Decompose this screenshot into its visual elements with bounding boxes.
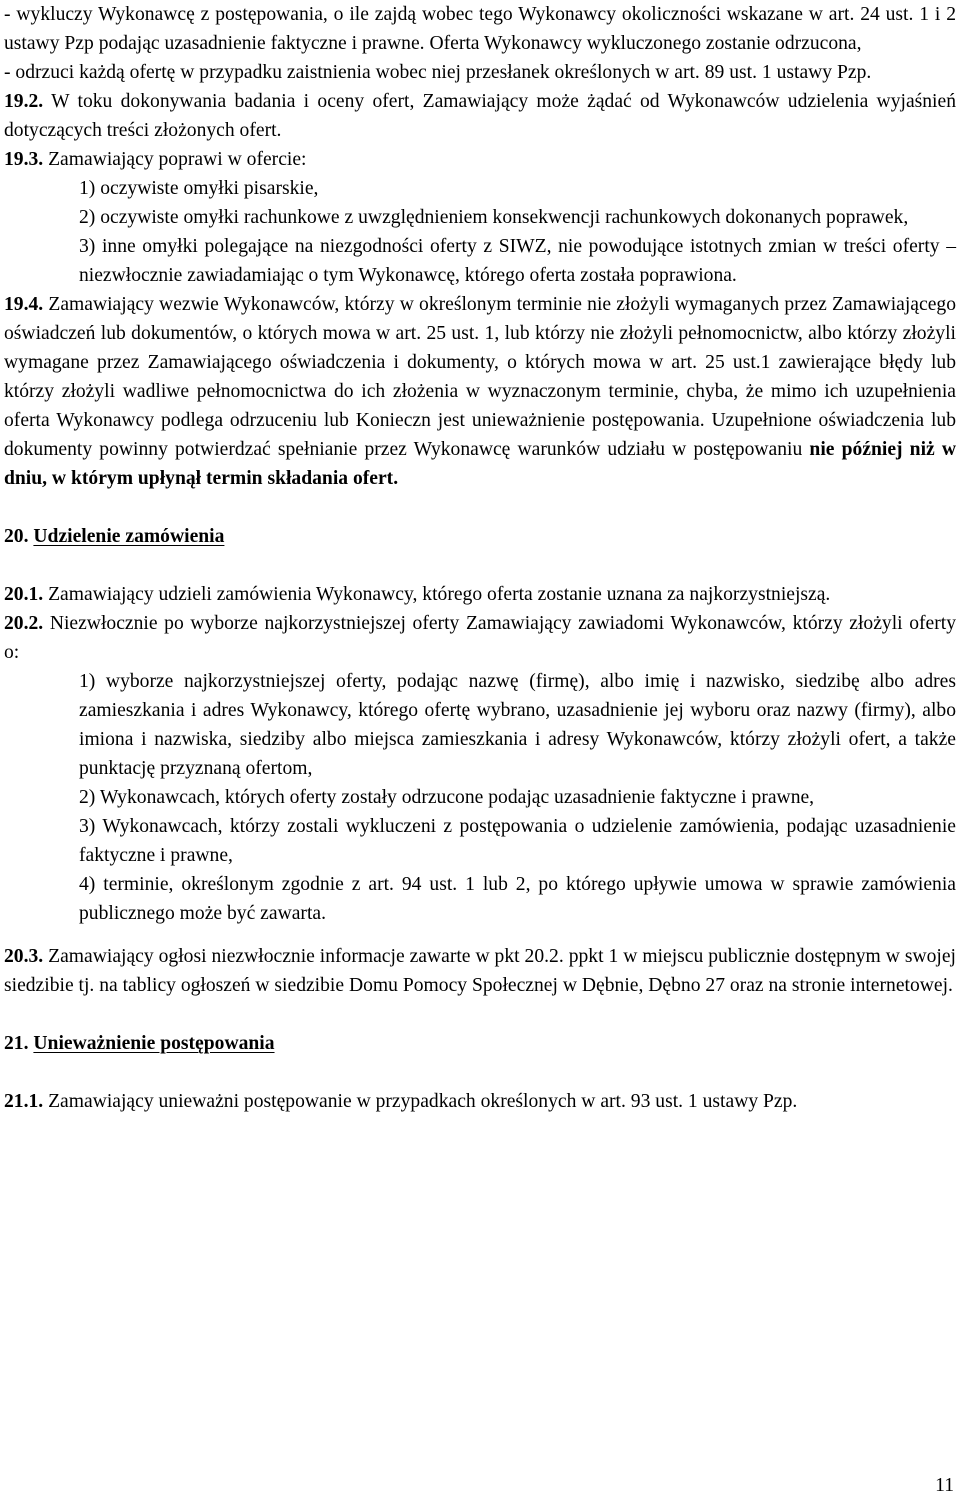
list-item: 2) Wykonawcach, których oferty zostały odrzucone podając uzasadnienie faktyczne i prawne, (79, 787, 815, 808)
paragraph-reject-offer: - odrzuci każdą ofertę w przypadku zaistnienia wobec niej przesłanek określonych w art. 89 ust. 1 ustawy Pzp. (4, 62, 872, 83)
page-number: 11 (935, 1475, 954, 1496)
paragraph-19-4 (4, 290, 956, 493)
paragraph-21-1 (4, 1087, 956, 1116)
paragraph-number: 20.3. (4, 946, 44, 967)
list-item: 1) wyborze najkorzystniejszej oferty, podając nazwę (firmę), albo imię i nazwisko, siedzibę albo adres zamieszkania i adres Wykonawcy, którego ofertę wybrano, uzasadnienie jej wyboru oraz nazwy (firmy), albo imiona i nazwiska, siedziby albo miejsca zamieszkania i adresy Wykonawców, którzy złożyli ofert, a także punktację przyznaną ofertom, (79, 671, 956, 779)
paragraph-number: 19.4. (4, 294, 44, 315)
paragraph-19-3 (4, 145, 956, 174)
list-item: 3) inne omyłki polegające na niezgodności oferty z SIWZ, nie powodujące istotnych zmian w treści oferty – niezwłocznie zawiadamiając o tym Wykonawcę, którego oferta została poprawiona. (79, 236, 956, 286)
list-item: 2) oczywiste omyłki rachunkowe z uwzględnieniem konsekwencji rachunkowych dokonanych poprawek, (79, 207, 909, 228)
paragraph-bold-text: nie później niż w dniu, w którym upłynął termin składania ofert. (4, 439, 956, 489)
paragraph-text: W toku dokonywania badania i oceny ofert, Zamawiający może żądać od Wykonawców udzielenia wyjaśnień dotyczących treści złożonych ofert. (4, 91, 956, 141)
paragraph-number: 21.1. (4, 1091, 44, 1112)
list-item: 3) Wykonawcach, którzy zostali wykluczeni z postępowania o udzielenie zamówienia, podając uzasadnienie faktyczne i prawne, (79, 816, 956, 866)
paragraph-number: 19.2. (4, 91, 44, 112)
paragraph-20-3 (4, 942, 956, 1000)
list-item: 1) oczywiste omyłki pisarskie, (79, 178, 319, 199)
paragraph-text: Zamawiający poprawi w ofercie: (43, 149, 307, 170)
section-title: Unieważnienie postępowania (33, 1033, 275, 1054)
list-item: 4) terminie, określonym zgodnie z art. 94 ust. 1 lub 2, po którego upływie umowa w sprawie zamówienia publicznego może być zawarta. (79, 874, 956, 924)
document-page (4, 0, 956, 1116)
section-title: Udzielenie zamówienia (33, 526, 225, 547)
paragraph-text: Zamawiający wezwie Wykonawców, którzy w określonym terminie nie złożyli wymaganych przez Zamawiającego oświadczeń lub dokumentów, o których mowa w art. 25 ust. 1, lub którzy nie złożyli pełnomocnictw, albo którzy złożyli wymagane przez Zamawiającego oświadczenia i dokumenty, o których mowa w art. 25 ust.1 zawierające błędy lub którzy złożyli wadliwe pełnomocnictwa do ich złożenia w wyznaczonym terminie, chyba, że mimo ich uzupełnienia oferta Wykonawcy podlega odrzuceniu lub Konieczn jest unieważnienie postępowania. Uzupełnione oświadczenia lub dokumenty powinny potwierdzać spełnianie przez Wykonawcę warunków udziału w postępowaniu (4, 294, 956, 460)
section-heading-21 (4, 1029, 956, 1058)
section-number: 20. (4, 526, 29, 547)
paragraph-number: 20.1. (4, 584, 44, 605)
paragraph-20-1 (4, 580, 956, 609)
paragraph-text: Zamawiający unieważni postępowanie w przypadkach określonych w art. 93 ust. 1 ustawy Pzp. (43, 1091, 798, 1112)
section-number: 21. (4, 1033, 29, 1054)
paragraph-text: Zamawiający udzieli zamówienia Wykonawcy, którego oferta zostanie uznana za najkorzystniejszą. (43, 584, 831, 605)
paragraph-number: 20.2. (4, 613, 44, 634)
paragraph-text: Niezwłocznie po wyborze najkorzystniejszej oferty Zamawiający zawiadomi Wykonawców, którzy złożyli oferty o: (4, 613, 956, 663)
paragraph-exclude-contractor: - wykluczy Wykonawcę z postępowania, o ile zajdą wobec tego Wykonawcy okoliczności wskazane w art. 24 ust. 1 i 2 ustawy Pzp podając uzasadnienie faktyczne i prawne. Oferta Wykonawcy wykluczonego zostanie odrzucona, (4, 4, 956, 54)
section-heading-20 (4, 522, 956, 551)
paragraph-number: 19.3. (4, 149, 44, 170)
paragraph-19-2 (4, 87, 956, 145)
paragraph-text: Zamawiający ogłosi niezwłocznie informacje zawarte w pkt 20.2. ppkt 1 w miejscu publicznie dostępnym w swojej siedzibie tj. na tablicy ogłoszeń w siedzibie Domu Pomocy Społecznej w Dębnie, Dębno 27 oraz na stronie internetowej. (4, 946, 956, 996)
paragraph-20-2 (4, 609, 956, 667)
